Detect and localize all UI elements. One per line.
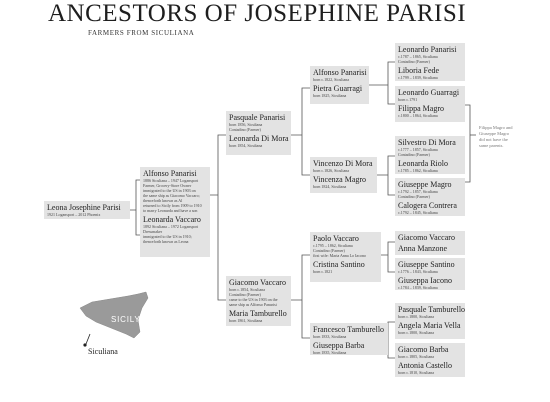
- parents-dimora-magro: [310, 157, 377, 193]
- person-detail: born 1833, Siculiana: [313, 334, 347, 339]
- person-name: Cristina Santino: [313, 260, 365, 269]
- person-entry: [229, 278, 288, 307]
- person-entry: [398, 45, 462, 64]
- person-name: Giuseppe Magro: [398, 180, 452, 189]
- sicily-label: SICILY: [111, 315, 141, 324]
- parents-vaccaro-manzone: [395, 231, 465, 255]
- siculiana-label: Siculiana: [88, 347, 118, 356]
- person-entry: [143, 169, 207, 213]
- person-detail: 1892 Siculiana – 1972 Logansport: [143, 224, 199, 229]
- person-detail: c.1800 – 1864, Siculiana: [398, 113, 438, 118]
- person-detail: the same ship as Giacomo Vaccaro;: [143, 193, 200, 198]
- person-name: Pietra Guarragi: [313, 84, 363, 93]
- person-name: Leonarda Riolo: [398, 159, 448, 168]
- note-line: same parents.: [479, 143, 504, 148]
- person-detail: born 1856, Siculiana: [229, 122, 263, 127]
- parents-dimora-riolo: [395, 136, 465, 174]
- person-detail: c.1785 – 1862, Siculiana: [398, 168, 438, 173]
- parents-panarisi-guarragi: [310, 66, 369, 104]
- person-detail: Contadino (Farmer): [398, 152, 430, 157]
- person-name: Angela Maria Vella: [398, 321, 461, 330]
- person-entry: [313, 260, 378, 274]
- person-entry: [398, 104, 462, 118]
- person-detail: Contadino (Farmer): [398, 59, 430, 64]
- person-detail: returned to Sicily from 1909 to 1910: [143, 203, 202, 208]
- person-name: Vincenzo Di Mora: [313, 159, 373, 168]
- page-subtitle: FARMERS FROM SICULIANA: [88, 29, 195, 37]
- person-name: Vincenza Magro: [313, 175, 367, 184]
- person-name: Pasquale Tamburello: [398, 305, 465, 314]
- person-entry: [398, 345, 462, 359]
- person-detail: born c.1800, Siculiana: [398, 330, 434, 335]
- person-entry: [47, 203, 127, 217]
- person-name: Anna Manzone: [398, 244, 448, 253]
- person-detail: first wife: Maria Anna Lo Iacono: [313, 253, 366, 258]
- parents-panarisi-vaccaro: [140, 167, 210, 257]
- note-line: Filippa Magro and: [479, 125, 513, 130]
- person-detail: Contadino (Farmer): [398, 194, 430, 199]
- person-detail: came to the US in 1903 on the: [229, 297, 278, 302]
- person-name: Giuseppe Santino: [398, 260, 455, 269]
- person-detail: Contadino (Farmer): [229, 292, 261, 297]
- person-name: Alfonso Panarisi: [143, 169, 197, 178]
- person-entry: [398, 276, 462, 290]
- person-entry: [313, 175, 374, 189]
- person-entry: [398, 180, 462, 199]
- parents-tamburello-vella: [395, 303, 465, 339]
- person-name: Leonarda Vaccaro: [143, 215, 201, 224]
- person-detail: thenceforth known as Leona: [143, 239, 189, 244]
- person-entry: [229, 134, 288, 148]
- parents-guarragi-magro: [395, 86, 465, 122]
- person-detail: born 1824, Siculiana: [313, 184, 347, 189]
- person-name: Pasquale Panarisi: [229, 113, 286, 122]
- person-entry: [398, 233, 462, 242]
- pointer-line: [86, 334, 90, 344]
- person-detail: born c.1800, Siculiana: [398, 314, 434, 319]
- person-detail: Contadino (Farmer): [313, 248, 345, 253]
- person-entry: [398, 201, 462, 215]
- person-entry: [313, 84, 366, 98]
- person-detail: to marry Leonarda and have a son: [143, 208, 198, 213]
- person-name: Leonardo Panarisi: [398, 45, 457, 54]
- person-name: Giacomo Barba: [398, 345, 449, 354]
- person-name: Leonardo Guarragi: [398, 88, 460, 97]
- parents-panarisi-fede: [395, 43, 465, 81]
- person-entry: [313, 68, 366, 82]
- person-name: Giuseppa Iacono: [398, 276, 452, 285]
- person-entry: [398, 305, 465, 319]
- person-detail: thenceforth known as Al: [143, 198, 183, 203]
- person-name: Giuseppa Barba: [313, 341, 365, 350]
- parents-barba-castello: [395, 343, 465, 377]
- person-entry: [313, 341, 385, 355]
- person-detail: Dressmaker: [143, 229, 163, 234]
- person-detail: born 1835, Siculiana: [313, 350, 347, 355]
- person-entry: [313, 325, 385, 339]
- note-line: did not have the: [479, 137, 508, 142]
- person-detail: c.1795 – 1862, Siculiana: [313, 243, 353, 248]
- person-detail: c.1799 – 1839, Siculiana: [398, 75, 438, 80]
- person-entry: [398, 138, 462, 157]
- person-detail: born c.1810, Siculiana: [398, 370, 434, 375]
- person-name: Maria Tamburello: [229, 309, 287, 318]
- parents-magro-contrera: [395, 178, 465, 216]
- siculiana-marker: [83, 343, 86, 346]
- person-name: Leonarda Di Mora: [229, 134, 289, 143]
- person-detail: c.1787 – 1865, Siculiana: [398, 54, 438, 59]
- person-detail: 1921 Logansport – 2012 Phoenix: [47, 212, 101, 217]
- person-name: Leona Josephine Parisi: [47, 203, 121, 212]
- person-detail: born 1825, Siculiana: [313, 93, 347, 98]
- person-detail: born c.1821: [313, 269, 333, 274]
- person-detail: c.1777 – 1857, Siculiana: [398, 147, 438, 152]
- person-entry: [143, 215, 207, 244]
- person-detail: c.1776 – 1843, Siculiana: [398, 269, 438, 274]
- person-detail: born 1854, Siculiana: [229, 143, 263, 148]
- person-name: Giacomo Vaccaro: [229, 278, 286, 287]
- person-detail: immigrated to the US in 1903 on: [143, 188, 196, 193]
- person-detail: 1886 Siculiana – 1947 Logansport: [143, 178, 199, 183]
- page-title: ANCESTORS OF JOSEPHINE PARISI: [48, 0, 467, 27]
- person-detail: same ship as Alfonso Panarisi: [229, 302, 277, 307]
- person-detail: c.1784 – 1839, Siculiana: [398, 285, 438, 290]
- parents-santino-iacono: [395, 258, 465, 290]
- person-name: Liboria Fede: [398, 66, 440, 75]
- magro-parents-note: [479, 125, 513, 149]
- person-entry: [398, 321, 462, 335]
- parents-vaccaro-tamburello: [226, 276, 291, 326]
- person-name: Antonia Castello: [398, 361, 452, 370]
- person-name: Francesco Tamburello: [313, 325, 385, 334]
- person-detail: c.1792 – 1845, Siculiana: [398, 210, 438, 215]
- person-leona-parisi: [44, 201, 130, 219]
- parents-panarisi-dimora: [226, 111, 291, 155]
- person-entry: [398, 361, 462, 375]
- person-name: Filippa Magro: [398, 104, 444, 113]
- person-detail: born 1861, Siculiana: [229, 318, 263, 323]
- person-detail: born c.1822, Siculiana: [313, 77, 349, 82]
- parents-vaccaro-santino: [310, 232, 381, 282]
- person-entry: [313, 234, 378, 258]
- person-detail: born c.1854, Siculiana: [229, 287, 265, 292]
- person-name: Silvestro Di Mora: [398, 138, 456, 147]
- person-detail: Contadino (Farmer): [229, 127, 261, 132]
- person-name: Calogera Contrera: [398, 201, 457, 210]
- person-entry: [398, 159, 462, 173]
- person-entry: [398, 260, 462, 274]
- parents-tamburello-barba: [310, 323, 388, 355]
- person-name: Giacomo Vaccaro: [398, 233, 455, 242]
- person-entry: [398, 244, 462, 253]
- person-detail: Farmer, Grocery-Store Owner: [143, 183, 192, 188]
- person-entry: [229, 309, 288, 323]
- person-detail: born c.1826, Siculiana: [313, 168, 349, 173]
- person-name: Alfonso Panarisi: [313, 68, 367, 77]
- person-entry: [398, 66, 462, 80]
- person-entry: [229, 113, 288, 132]
- person-entry: [398, 88, 462, 102]
- person-detail: born c.1805, Siculiana: [398, 354, 434, 359]
- person-entry: [313, 159, 374, 173]
- person-detail: born c.1791: [398, 97, 418, 102]
- person-detail: c.1792 – 1857, Siculiana: [398, 189, 438, 194]
- person-detail: immigrated to the US in 1910;: [143, 234, 192, 239]
- person-name: Paolo Vaccaro: [313, 234, 359, 243]
- note-line: Giuseppe Magro: [479, 131, 510, 136]
